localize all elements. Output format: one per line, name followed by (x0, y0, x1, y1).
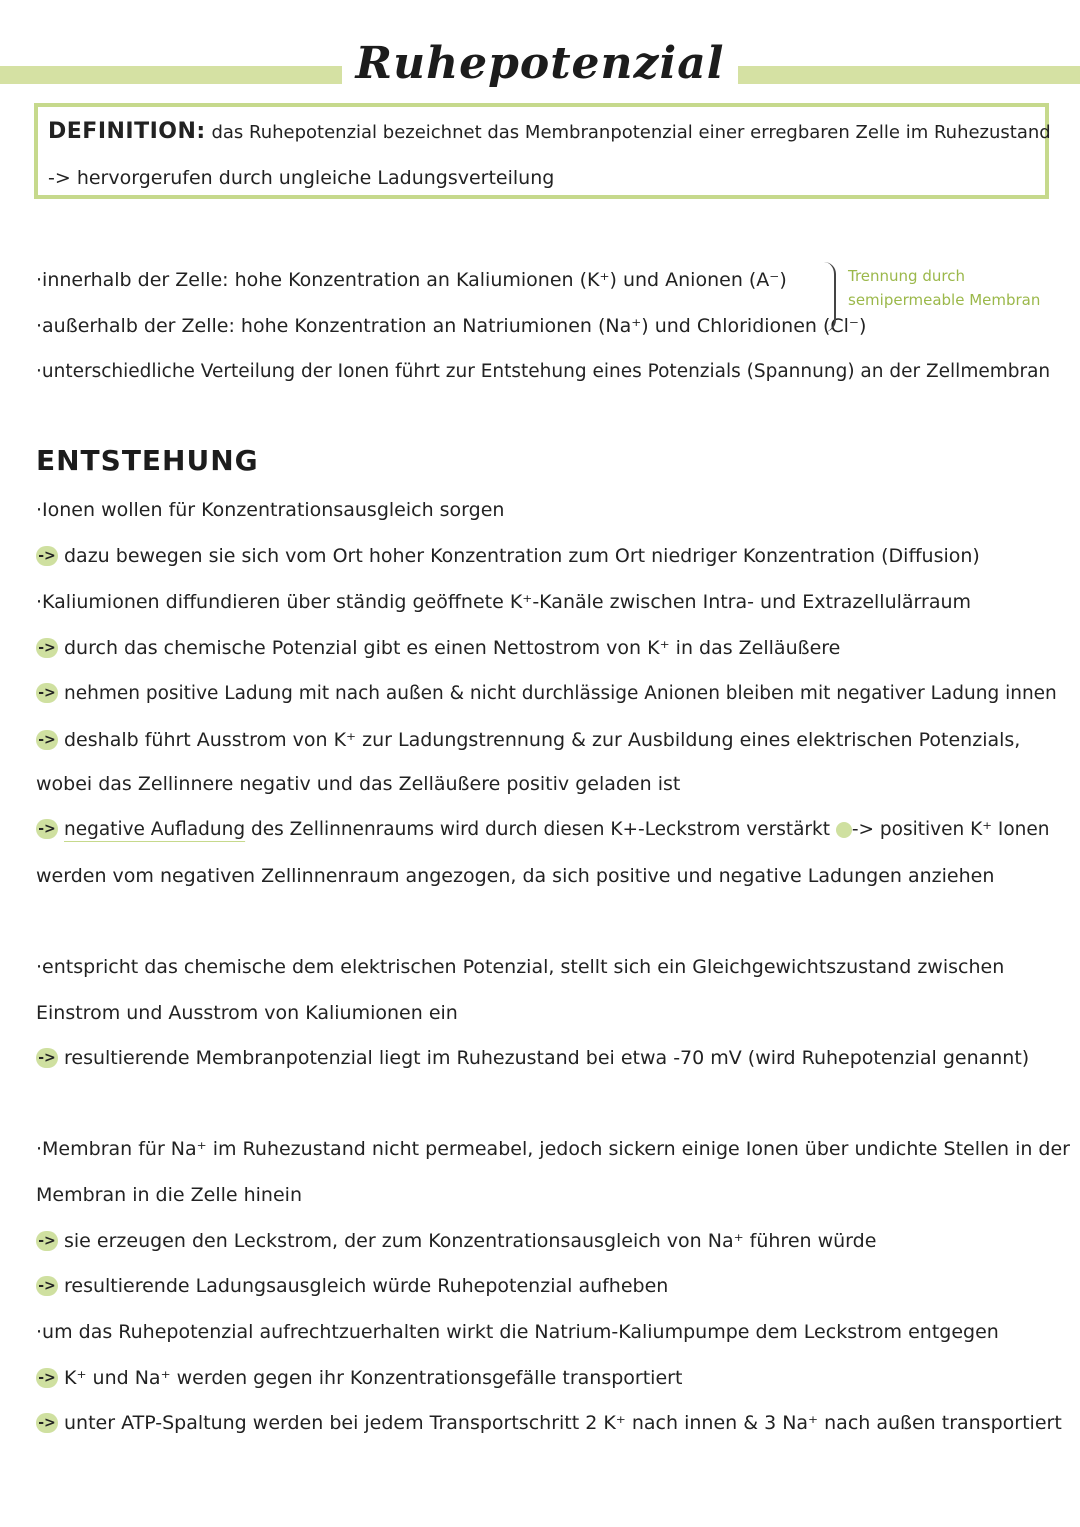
arrow-icon: -> (36, 638, 58, 658)
marker-icon (836, 822, 852, 838)
list-item: -> sie erzeugen den Leckstrom, der zum Konzentrationsausgleich von Na⁺ führen würde (36, 1229, 876, 1253)
page-title: Ruhepotenzial (0, 38, 1080, 89)
list-item: Membran in die Zelle hinein (36, 1184, 302, 1206)
list-item: -> durch das chemische Potenzial gibt es einen Nettostrom von K⁺ in das Zelläußere (36, 636, 840, 660)
list-item: ·Kaliumionen diffundieren über ständig geöffnete K⁺-Kanäle zwischen Intra- und Extrazellulärraum (36, 591, 972, 613)
arrow-icon: -> (36, 1276, 58, 1296)
list-item: ·Membran für Na⁺ im Ruhezustand nicht permeabel, jedoch sickern einige Ionen über undichte Stellen in der (36, 1138, 1070, 1160)
list-item: -> dazu bewegen sie sich vom Ort hoher Konzentration zum Ort niedriger Konzentration (Diffusion) (36, 544, 980, 568)
definition-line (48, 120, 1051, 145)
brace-icon (822, 262, 836, 332)
list-item: -> resultierende Ladungsausgleich würde Ruhepotenzial aufheben (36, 1274, 668, 1298)
list-item: -> unter ATP-Spaltung werden bei jedem Transportschritt 2 K⁺ nach innen & 3 Na⁺ nach außen transportiert (36, 1411, 1062, 1435)
inside-text: ·innerhalb der Zelle: hohe Konzentration an Kaliumionen (K⁺) und Anionen (A⁻) (36, 269, 787, 291)
arrow-icon: -> (36, 1048, 58, 1068)
list-item: -> nehmen positive Ladung mit nach außen & nicht durchlässige Anionen bleiben mit negativer Ladung innen (36, 682, 1057, 706)
section-heading-entstehung: ENTSTEHUNG (36, 444, 259, 477)
arrow-icon: -> (36, 1413, 58, 1433)
arrow-icon: -> (36, 730, 58, 750)
definition-line-2: -> hervorgerufen durch ungleiche Ladungsverteilung (48, 167, 555, 189)
arrow-icon: -> (36, 683, 58, 703)
arrow-icon: -> (36, 819, 58, 839)
arrow-icon: -> (36, 546, 58, 566)
difference-text: ·unterschiedliche Verteilung der Ionen führt zur Entstehung eines Potenzials (Spannung) an der Zellmembran (36, 361, 1051, 382)
list-item: wobei das Zellinnere negativ und das Zelläußere positiv geladen ist (36, 773, 681, 795)
side-note-2: semipermeable Membran (848, 291, 1041, 309)
list-item: -> deshalb führt Ausstrom von K⁺ zur Ladungstrennung & zur Ausbildung eines elektrischen Potenzials, (36, 728, 1020, 752)
list-item: Einstrom und Ausstrom von Kaliumionen ein (36, 1002, 458, 1024)
list-item: werden vom negativen Zellinnenraum angezogen, da sich positive und negative Ladungen anziehen (36, 865, 995, 887)
outside-text: ·außerhalb der Zelle: hohe Konzentration an Natriumionen (Na⁺) und Chloridionen (Cl⁻) (36, 315, 867, 337)
definition-label: DEFINITION: (48, 119, 206, 144)
arrow-icon: -> (36, 1231, 58, 1251)
list-item: -> negative Aufladung des Zellinnenraums wird durch diesen K+-Leckstrom verstärkt -> positiven K⁺ Ionen (36, 818, 1050, 842)
list-item: -> resultierende Membranpotenzial liegt im Ruhezustand bei etwa -70 mV (wird Ruhepotenzial genannt) (36, 1046, 1029, 1070)
list-item: ·um das Ruhepotenzial aufrechtzuerhalten wirkt die Natrium-Kaliumpumpe dem Leckstrom entgegen (36, 1321, 999, 1343)
side-note-1: Trennung durch (848, 267, 965, 285)
highlight-text: negative Aufladung (64, 819, 246, 840)
list-item: ·entspricht das chemische dem elektrischen Potenzial, stellt sich ein Gleichgewichtszustand zwischen (36, 956, 1005, 978)
list-item: -> K⁺ und Na⁺ werden gegen ihr Konzentrationsgefälle transportiert (36, 1366, 682, 1390)
list-item: ·Ionen wollen für Konzentrationsausgleich sorgen (36, 499, 505, 521)
arrow-icon: -> (36, 1368, 58, 1388)
definition-text: das Ruhepotenzial bezeichnet das Membranpotenzial einer erregbaren Zelle im Ruhezustand (205, 122, 1051, 143)
